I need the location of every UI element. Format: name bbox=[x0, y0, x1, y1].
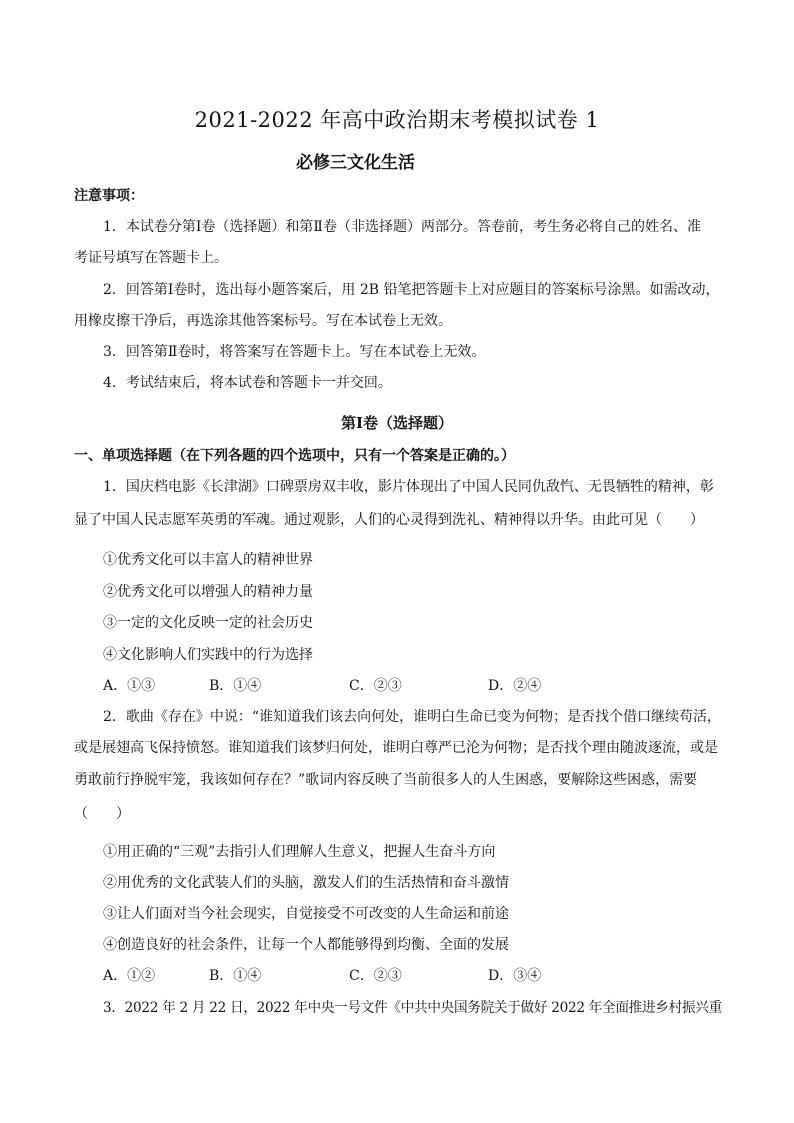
q2-option-b: B．①④ bbox=[209, 968, 262, 984]
page-title: 2021-2022 年高中政治期末考模拟试卷 1 bbox=[194, 108, 600, 132]
q3-line-1: 3．2022 年 2 月 22 日，2022 年中央一号文件《中共中央国务院关于做好 2022 年全面推进乡村振兴重 bbox=[103, 1000, 722, 1016]
note-2-line-1: 2．回答第Ⅰ卷时，选出每小题答案后，用 2B 铅笔把答题卡上对应题目的答案标号涂黑。如需改动， bbox=[103, 282, 720, 298]
q1-option-c: C．②③ bbox=[349, 678, 402, 694]
q2-line-3: 勇敢前行挣脱牢笼，我该如何存在？”歌词内容反映了当前很多人的人生困惑，要解除这些困惑，需要 bbox=[74, 772, 698, 788]
note-3: 3．回答第Ⅱ卷时，将答案写在答题卡上。写在本试卷上无效。 bbox=[103, 344, 486, 360]
q2-line-1: 2．歌曲《存在》中说：“谁知道我们该去向何处，谁明白生命已变为何物；是否找个借口继续苟活， bbox=[103, 709, 722, 725]
q1-option-b: B．①④ bbox=[209, 678, 262, 694]
section-title: 第Ⅰ卷（选择题） bbox=[340, 414, 454, 432]
q1-option-a: A．①③ bbox=[103, 678, 156, 694]
q2-line-2: 或是展翅高飞保持愤怒。谁知道我们该梦归何处，谁明白尊严已沦为何物；是否找个理由随波逐流，或是 bbox=[74, 740, 718, 756]
q1-statement-1: ①优秀文化可以丰富人的精神世界 bbox=[103, 552, 313, 568]
q1-statement-4: ④文化影响人们实践中的行为选择 bbox=[103, 647, 313, 663]
q2-option-c: C．②③ bbox=[349, 968, 402, 984]
q1-line-1: 1．国庆档电影《长津湖》口碑票房双丰收，影片体现出了中国人民同仇敌忾、无畏牺牲的精神，彰 bbox=[103, 479, 714, 495]
q2-statement-3: ③让人们面对当今社会现实，自觉接受不可改变的人生命运和前途 bbox=[103, 906, 509, 922]
q1-statement-2: ②优秀文化可以增强人的精神力量 bbox=[103, 584, 313, 600]
page-subtitle: 必修三文化生活 bbox=[296, 153, 415, 173]
q2-statement-2: ②用优秀的文化武装人们的头脑，激发人们的生活热情和奋斗激情 bbox=[103, 875, 509, 891]
q2-statement-4: ④创造良好的社会条件，让每一个人都能够得到均衡、全面的发展 bbox=[103, 937, 509, 953]
note-1-line-1: 1．本试卷分第Ⅰ卷（选择题）和第Ⅱ卷（非选择题）两部分。答卷前，考生务必将自己的姓名、准 bbox=[103, 219, 701, 235]
q2-option-a: A．①② bbox=[103, 968, 156, 984]
q1-line-2: 显了中国人民志愿军英勇的军魂。通过观影，人们的心灵得到洗礼、精神得以升华。由此可见（ ） bbox=[74, 512, 704, 528]
note-2-line-2: 用橡皮擦干净后，再选涂其他答案标号。写在本试卷上无效。 bbox=[74, 313, 452, 329]
note-4: 4．考试结束后，将本试卷和答题卡一并交回。 bbox=[103, 375, 392, 391]
notes-heading: 注意事项： bbox=[74, 188, 144, 204]
q2-line-4: （ ） bbox=[74, 806, 130, 822]
part-heading: 一、单项选择题（在下列各题的四个选项中，只有一个答案是正确的。） bbox=[74, 448, 515, 464]
q1-statement-3: ③一定的文化反映一定的社会历史 bbox=[103, 615, 313, 631]
q2-option-d: D．③④ bbox=[488, 968, 542, 984]
q2-statement-1: ①用正确的“三观”去指引人们理解人生意义，把握人生奋斗方向 bbox=[103, 844, 496, 860]
q1-option-d: D．②④ bbox=[488, 678, 542, 694]
note-1-line-2: 考证号填写在答题卡上。 bbox=[74, 250, 228, 266]
